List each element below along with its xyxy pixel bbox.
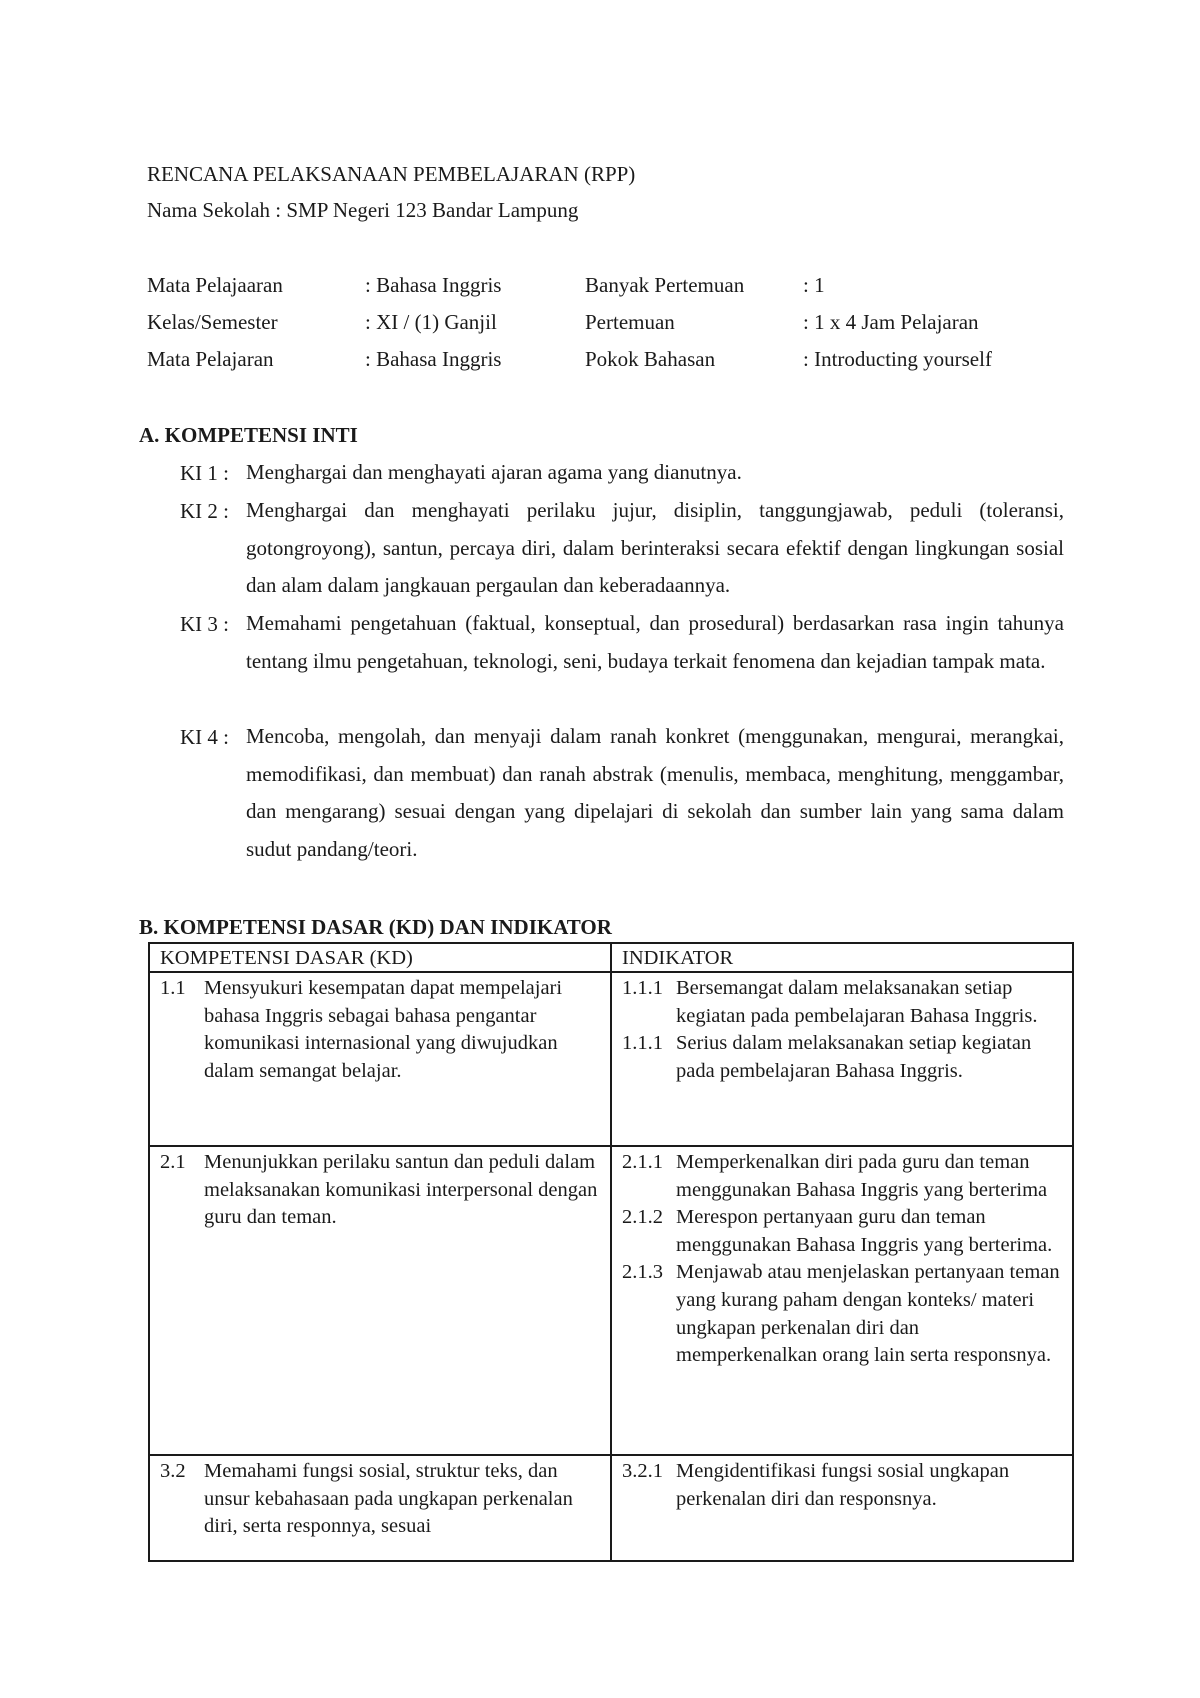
- kd-indikator-table: [148, 942, 1074, 1562]
- indicator-text: Memperkenalkan diri pada guru dan teman menggunakan Bahasa Inggris yang berterima: [676, 1151, 1048, 1201]
- indicator-text: Mengidentifikasi fungsi sosial ungkapan perkenalan diri dan responsnya.: [676, 1460, 1010, 1510]
- info-label: Kelas/Semester: [147, 310, 278, 334]
- ki-label: KI 1 :: [180, 461, 229, 485]
- ki-label: KI 2 :: [180, 499, 229, 523]
- indicator-cell: [611, 1146, 1073, 1455]
- indicator-item: [622, 1458, 1064, 1513]
- indicator-number: 2.1.2: [622, 1206, 663, 1229]
- indicator-number: 1.1.1: [622, 977, 663, 999]
- info-label: Pertemuan: [585, 310, 675, 334]
- kd-item: [160, 1458, 602, 1541]
- indicator-number: 2.1.3: [622, 1261, 663, 1284]
- kd-text: Memahami fungsi sosial, struktur teks, dan unsur kebahasaan pada ungkapan perkenalan diri, serta responnya, sesuai: [204, 1460, 573, 1538]
- indicator-item: [622, 1030, 1064, 1085]
- info-label: Banyak Pertemuan: [585, 273, 745, 297]
- school-name: Nama Sekolah : SMP Negeri 123 Bandar Lampung: [147, 198, 579, 222]
- table-row: [149, 972, 1073, 1146]
- info-label: Pokok Bahasan: [585, 347, 716, 371]
- ki-text: Mencoba, mengolah, dan menyaji dalam ranah konkret (menggunakan, mengurai, merangkai, memodifikasi, dan membuat) dan ranah abstrak (menulis, membaca, menghitung, menggambar, dan mengarang) sesuai dengan yang dipelajari di sekolah dan sumber lain yang sama dalam sudut pandang/teori.: [246, 724, 1064, 862]
- indicator-cell: [611, 1455, 1073, 1561]
- info-value: : Bahasa Inggris: [365, 273, 502, 297]
- document-title: RENCANA PELAKSANAAN PEMBELAJARAN (RPP): [147, 162, 636, 186]
- section-a-heading: A. KOMPETENSI INTI: [139, 423, 358, 447]
- ki-label: KI 3 :: [180, 612, 229, 636]
- indicator-text: Serius dalam melaksanakan setiap kegiatan pada pembelajaran Bahasa Inggris.: [676, 1032, 1032, 1082]
- ki-text: Menghargai dan menghayati ajaran agama yang dianutnya.: [246, 460, 742, 484]
- indicator-text: Merespon pertanyaan guru dan teman menggunakan Bahasa Inggris yang berterima.: [676, 1206, 1053, 1256]
- info-value: : Introducting yourself: [803, 347, 992, 371]
- indicator-item: [622, 975, 1064, 1030]
- section-b-heading: B. KOMPETENSI DASAR (KD) DAN INDIKATOR: [139, 915, 612, 939]
- kd-item: [160, 1149, 602, 1232]
- indicator-number: 1.1.1: [622, 1032, 663, 1055]
- info-value: : 1 x 4 Jam Pelajaran: [803, 310, 979, 334]
- kd-number: 2.1: [160, 1151, 186, 1173]
- kd-number: 3.2: [160, 1460, 186, 1482]
- kd-text: Menunjukkan perilaku santun dan peduli dalam melaksanakan komunikasi interpersonal dengan guru dan teman.: [204, 1151, 598, 1229]
- ki-text: Menghargai dan menghayati perilaku jujur, disiplin, tanggungjawab, peduli (toleransi, gotongroyong), santun, percaya diri, dalam berinteraksi secara efektif dengan lingkungan sosial dan alam dalam jangkauan pergaulan dan keberadaannya.: [246, 498, 1064, 598]
- indicator-item: [622, 1149, 1064, 1204]
- kd-cell: [149, 1455, 611, 1561]
- table-row: [149, 1455, 1073, 1561]
- indicator-number: 3.2.1: [622, 1460, 663, 1482]
- table-header-cell: INDIKATOR: [611, 943, 1073, 972]
- table-row: [149, 1146, 1073, 1455]
- table-header-cell: KOMPETENSI DASAR (KD): [149, 943, 611, 972]
- ki-label: KI 4 :: [180, 725, 229, 749]
- indicator-cell: [611, 972, 1073, 1146]
- indicator-number: 2.1.1: [622, 1151, 663, 1173]
- info-value: : 1: [803, 273, 825, 297]
- info-label: Mata Pelajaran: [147, 347, 274, 371]
- kd-cell: [149, 972, 611, 1146]
- ki-text: Memahami pengetahuan (faktual, konseptual, dan prosedural) berdasarkan rasa ingin tahunya tentang ilmu pengetahuan, teknologi, seni, budaya terkait fenomena dan kejadian tampak mata.: [246, 611, 1064, 673]
- indicator-item: [622, 1204, 1064, 1259]
- info-label: Mata Pelajaaran: [147, 273, 283, 297]
- info-value: : Bahasa Inggris: [365, 347, 502, 371]
- indicator-text: Menjawab atau menjelaskan pertanyaan teman yang kurang paham dengan konteks/ materi ungkapan perkenalan diri dan memperkenalkan orang lain serta responsnya.: [676, 1261, 1060, 1367]
- kd-item: [160, 975, 602, 1085]
- table-header-row: [149, 943, 1073, 972]
- indicator-text: Bersemangat dalam melaksanakan setiap kegiatan pada pembelajaran Bahasa Inggris.: [676, 977, 1038, 1027]
- indicator-item: [622, 1259, 1064, 1369]
- info-value: : XI / (1) Ganjil: [365, 310, 497, 334]
- kd-number: 1.1: [160, 977, 186, 999]
- kd-cell: [149, 1146, 611, 1455]
- kd-text: Mensyukuri kesempatan dapat mempelajari bahasa Inggris sebagai bahasa pengantar komunikasi internasional yang diwujudkan dalam semangat belajar.: [204, 977, 563, 1082]
